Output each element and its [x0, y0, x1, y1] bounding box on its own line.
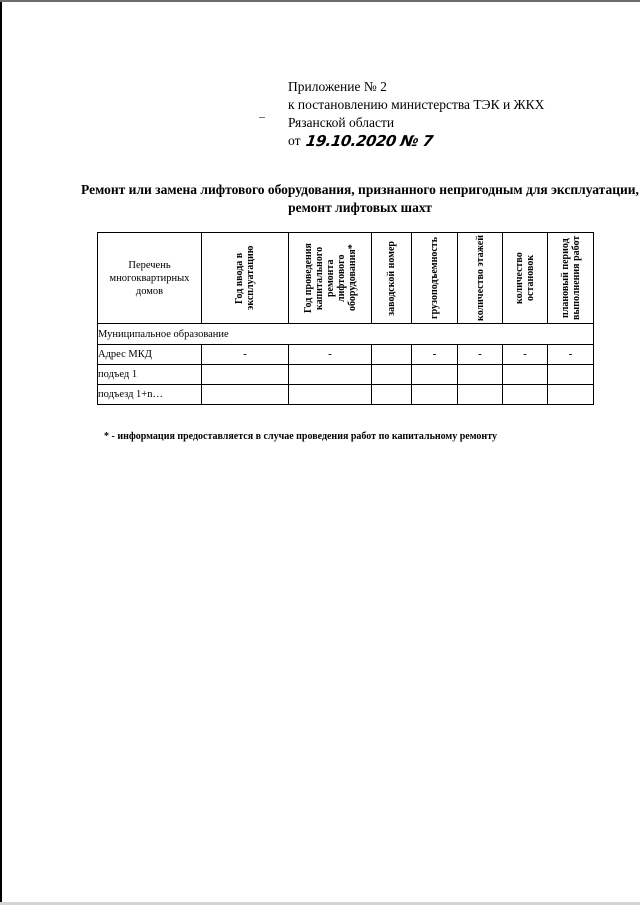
column-header-commissioning-year: Год ввода в эксплуатацию [202, 233, 289, 324]
table-cell [412, 365, 458, 385]
table-row [98, 345, 594, 365]
row-label-entrance-1: подъед 1 [98, 365, 202, 385]
table-cell [503, 385, 548, 405]
column-header-serial-number: заводской номер [372, 233, 412, 324]
row-label-entrance-n: подъезд 1+n… [98, 385, 202, 405]
table-row [98, 385, 594, 405]
lift-repair-table [97, 232, 594, 405]
table-cell [412, 385, 458, 405]
annex-date-row [288, 132, 544, 150]
annex-region-line: Рязанской области [288, 115, 395, 130]
row-label-building-address: Адрес МКД [98, 345, 202, 365]
footnote: * - информация предоставляется в случае проведения работ по капитальному ремонту [104, 431, 497, 442]
table-cell [289, 365, 372, 385]
handwritten-date: 19.10.2020 № 7 [305, 132, 435, 150]
table-cell [202, 365, 289, 385]
table-cell: - [503, 345, 548, 365]
annex-from-prefix: от [288, 133, 301, 148]
scan-top-edge [0, 0, 640, 2]
annex-header [288, 78, 544, 150]
table-cell: - [548, 345, 594, 365]
table-cell [202, 385, 289, 405]
column-header-overhaul-year: Год проведения капитального ремонта лифтового оборудования* [289, 233, 372, 324]
table-cell [289, 385, 372, 405]
table-cell [503, 365, 548, 385]
column-header-capacity: грузоподъемность [412, 233, 458, 324]
column-header-floor-count: количество этажей [458, 233, 503, 324]
table-cell [548, 385, 594, 405]
municipality-row [98, 324, 594, 345]
table-cell: - [202, 345, 289, 365]
document-title [80, 181, 640, 217]
document-title-line-1: Ремонт или замена лифтового оборудования, признанного непригодным для эксплуатации, [81, 182, 639, 197]
table-cell: - [412, 345, 458, 365]
table-cell [372, 385, 412, 405]
table-cell [372, 365, 412, 385]
table-cell [458, 385, 503, 405]
scan-mark [259, 117, 265, 118]
table-row [98, 365, 594, 385]
scan-left-edge [0, 0, 2, 905]
column-header-planned-period: плановый период выполнения работ [548, 233, 594, 324]
table-cell: - [458, 345, 503, 365]
column-header-stop-count: количество остановок [503, 233, 548, 324]
column-header-building-list: Перечень многоквартирных домов [98, 233, 202, 324]
annex-title: Приложение № 2 [288, 79, 387, 94]
document-title-line-2: ремонт лифтовых шахт [288, 200, 432, 215]
table-cell [458, 365, 503, 385]
table-cell [548, 365, 594, 385]
municipality-label: Муниципальное образование [98, 324, 594, 345]
annex-resolution-line: к постановлению министерства ТЭК и ЖКХ [288, 97, 545, 112]
table-cell: - [289, 345, 372, 365]
table-cell [372, 345, 412, 365]
table-header-row [98, 233, 594, 324]
